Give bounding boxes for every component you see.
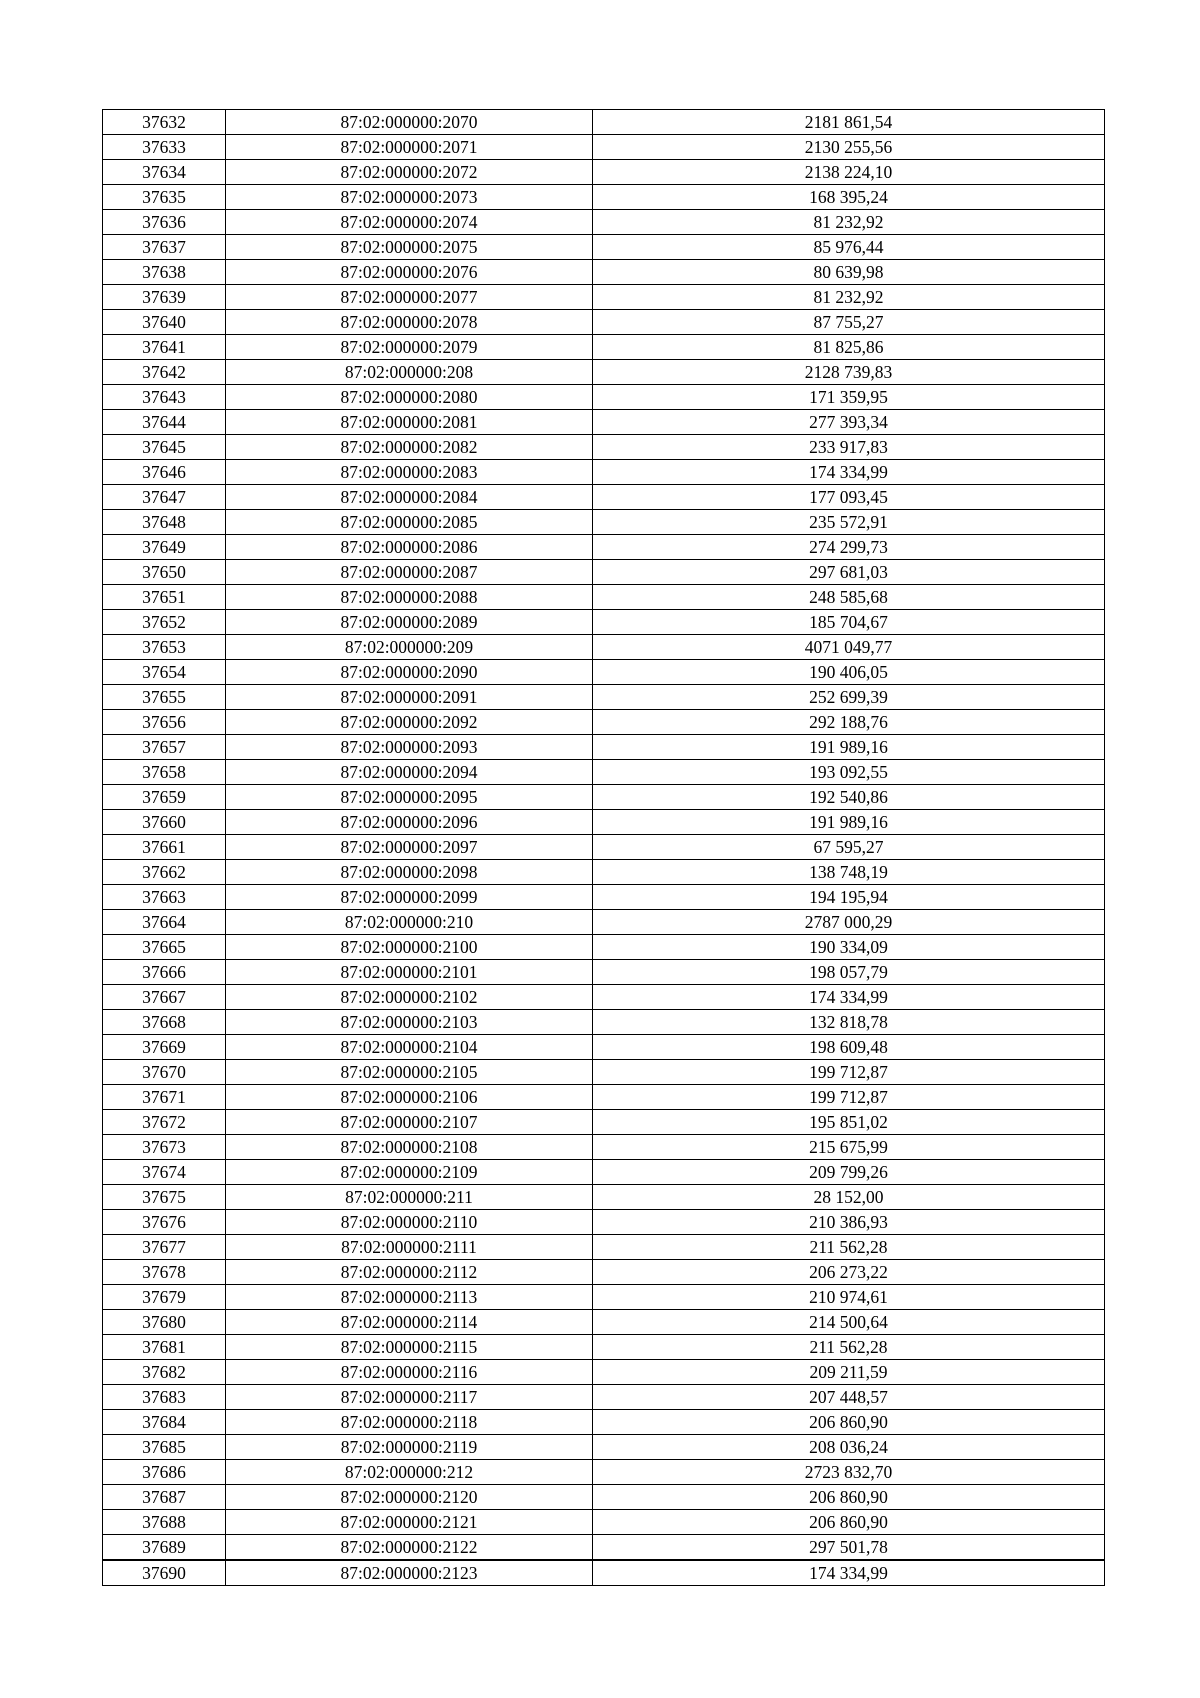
cadastral-value-cell: 207 448,57 <box>593 1385 1105 1410</box>
table-row <box>103 1060 1105 1085</box>
cadastral-number-cell: 87:02:000000:2073 <box>226 185 593 210</box>
row-number-cell: 37685 <box>103 1435 226 1460</box>
table-row <box>103 485 1105 510</box>
cadastral-value-cell: 194 195,94 <box>593 885 1105 910</box>
cadastral-number-cell: 87:02:000000:212 <box>226 1460 593 1485</box>
row-number-cell: 37670 <box>103 1060 226 1085</box>
cadastral-value-cell: 190 334,09 <box>593 935 1105 960</box>
cadastral-value-cell: 2787 000,29 <box>593 910 1105 935</box>
cadastral-number-cell: 87:02:000000:2086 <box>226 535 593 560</box>
cadastral-number-cell: 87:02:000000:211 <box>226 1185 593 1210</box>
row-number-cell: 37646 <box>103 460 226 485</box>
cadastral-value-cell: 191 989,16 <box>593 735 1105 760</box>
row-number-cell: 37667 <box>103 985 226 1010</box>
cadastral-value-cell: 195 851,02 <box>593 1110 1105 1135</box>
cadastral-value-cell: 252 699,39 <box>593 685 1105 710</box>
row-number-cell: 37668 <box>103 1010 226 1035</box>
table-row <box>103 1385 1105 1410</box>
row-number-cell: 37680 <box>103 1310 226 1335</box>
cadastral-value-table <box>102 109 1105 1586</box>
cadastral-number-cell: 87:02:000000:2108 <box>226 1135 593 1160</box>
cadastral-number-cell: 87:02:000000:2115 <box>226 1335 593 1360</box>
cadastral-number-cell: 87:02:000000:2112 <box>226 1260 593 1285</box>
table-row <box>103 885 1105 910</box>
table-row <box>103 160 1105 185</box>
table-row <box>103 1510 1105 1535</box>
cadastral-value-cell: 174 334,99 <box>593 1560 1105 1586</box>
cadastral-number-cell: 87:02:000000:2097 <box>226 835 593 860</box>
table-row <box>103 1210 1105 1235</box>
cadastral-number-cell: 87:02:000000:2102 <box>226 985 593 1010</box>
cadastral-value-cell: 277 393,34 <box>593 410 1105 435</box>
cadastral-number-cell: 87:02:000000:2075 <box>226 235 593 260</box>
table-row <box>103 1135 1105 1160</box>
cadastral-value-cell: 87 755,27 <box>593 310 1105 335</box>
cadastral-value-cell: 192 540,86 <box>593 785 1105 810</box>
cadastral-value-cell: 174 334,99 <box>593 985 1105 1010</box>
cadastral-number-cell: 87:02:000000:2076 <box>226 260 593 285</box>
cadastral-value-cell: 297 681,03 <box>593 560 1105 585</box>
cadastral-number-cell: 87:02:000000:2106 <box>226 1085 593 1110</box>
table-row <box>103 1235 1105 1260</box>
row-number-cell: 37644 <box>103 410 226 435</box>
table-row <box>103 1035 1105 1060</box>
cadastral-value-cell: 214 500,64 <box>593 1310 1105 1335</box>
table-row <box>103 435 1105 460</box>
table-row <box>103 760 1105 785</box>
cadastral-number-cell: 87:02:000000:2123 <box>226 1560 593 1586</box>
cadastral-number-cell: 87:02:000000:2093 <box>226 735 593 760</box>
cadastral-number-cell: 87:02:000000:2116 <box>226 1360 593 1385</box>
row-number-cell: 37653 <box>103 635 226 660</box>
cadastral-number-cell: 87:02:000000:2122 <box>226 1535 593 1561</box>
row-number-cell: 37648 <box>103 510 226 535</box>
table-row <box>103 1110 1105 1135</box>
row-number-cell: 37663 <box>103 885 226 910</box>
cadastral-number-cell: 87:02:000000:2109 <box>226 1160 593 1185</box>
table-row <box>103 460 1105 485</box>
cadastral-number-cell: 87:02:000000:209 <box>226 635 593 660</box>
row-number-cell: 37687 <box>103 1485 226 1510</box>
cadastral-value-cell: 199 712,87 <box>593 1085 1105 1110</box>
row-number-cell: 37684 <box>103 1410 226 1435</box>
cadastral-number-cell: 87:02:000000:2119 <box>226 1435 593 1460</box>
cadastral-number-cell: 87:02:000000:2118 <box>226 1410 593 1435</box>
row-number-cell: 37639 <box>103 285 226 310</box>
row-number-cell: 37652 <box>103 610 226 635</box>
row-number-cell: 37645 <box>103 435 226 460</box>
row-number-cell: 37634 <box>103 160 226 185</box>
row-number-cell: 37642 <box>103 360 226 385</box>
cadastral-value-cell: 177 093,45 <box>593 485 1105 510</box>
cadastral-number-cell: 87:02:000000:2092 <box>226 710 593 735</box>
table-row <box>103 335 1105 360</box>
cadastral-value-cell: 210 386,93 <box>593 1210 1105 1235</box>
table-row <box>103 1160 1105 1185</box>
row-number-cell: 37676 <box>103 1210 226 1235</box>
table-row <box>103 685 1105 710</box>
row-number-cell: 37690 <box>103 1560 226 1586</box>
table-row <box>103 1010 1105 1035</box>
cadastral-value-cell: 2723 832,70 <box>593 1460 1105 1485</box>
cadastral-number-cell: 87:02:000000:2078 <box>226 310 593 335</box>
cadastral-value-cell: 199 712,87 <box>593 1060 1105 1085</box>
table-row <box>103 285 1105 310</box>
table-row <box>103 960 1105 985</box>
cadastral-number-cell: 87:02:000000:2117 <box>226 1385 593 1410</box>
row-number-cell: 37632 <box>103 110 226 135</box>
table-row <box>103 510 1105 535</box>
table-row <box>103 1335 1105 1360</box>
cadastral-number-cell: 87:02:000000:2095 <box>226 785 593 810</box>
table-row <box>103 660 1105 685</box>
cadastral-number-cell: 87:02:000000:2111 <box>226 1235 593 1260</box>
row-number-cell: 37633 <box>103 135 226 160</box>
cadastral-number-cell: 87:02:000000:2101 <box>226 960 593 985</box>
cadastral-number-cell: 87:02:000000:2113 <box>226 1285 593 1310</box>
row-number-cell: 37678 <box>103 1260 226 1285</box>
table-row <box>103 1185 1105 1210</box>
cadastral-number-cell: 87:02:000000:2079 <box>226 335 593 360</box>
cadastral-number-cell: 87:02:000000:2105 <box>226 1060 593 1085</box>
table-row <box>103 1360 1105 1385</box>
cadastral-value-cell: 191 989,16 <box>593 810 1105 835</box>
table-row <box>103 585 1105 610</box>
cadastral-value-cell: 67 595,27 <box>593 835 1105 860</box>
cadastral-value-cell: 171 359,95 <box>593 385 1105 410</box>
cadastral-number-cell: 87:02:000000:2084 <box>226 485 593 510</box>
row-number-cell: 37665 <box>103 935 226 960</box>
cadastral-value-cell: 138 748,19 <box>593 860 1105 885</box>
table-row <box>103 410 1105 435</box>
table-row <box>103 835 1105 860</box>
row-number-cell: 37682 <box>103 1360 226 1385</box>
cadastral-value-cell: 2130 255,56 <box>593 135 1105 160</box>
cadastral-value-cell: 174 334,99 <box>593 460 1105 485</box>
row-number-cell: 37635 <box>103 185 226 210</box>
row-number-cell: 37641 <box>103 335 226 360</box>
cadastral-value-cell: 274 299,73 <box>593 535 1105 560</box>
row-number-cell: 37674 <box>103 1160 226 1185</box>
cadastral-number-cell: 87:02:000000:2071 <box>226 135 593 160</box>
table-row <box>103 860 1105 885</box>
row-number-cell: 37669 <box>103 1035 226 1060</box>
cadastral-number-cell: 87:02:000000:210 <box>226 910 593 935</box>
row-number-cell: 37672 <box>103 1110 226 1135</box>
cadastral-number-cell: 87:02:000000:2070 <box>226 110 593 135</box>
row-number-cell: 37656 <box>103 710 226 735</box>
table-row <box>103 1260 1105 1285</box>
row-number-cell: 37637 <box>103 235 226 260</box>
cadastral-number-cell: 87:02:000000:2096 <box>226 810 593 835</box>
table-row <box>103 1085 1105 1110</box>
table-row <box>103 210 1105 235</box>
table-row <box>103 235 1105 260</box>
row-number-cell: 37658 <box>103 760 226 785</box>
row-number-cell: 37657 <box>103 735 226 760</box>
cadastral-value-cell: 2138 224,10 <box>593 160 1105 185</box>
row-number-cell: 37688 <box>103 1510 226 1535</box>
cadastral-value-cell: 28 152,00 <box>593 1185 1105 1210</box>
row-number-cell: 37666 <box>103 960 226 985</box>
cadastral-number-cell: 87:02:000000:2120 <box>226 1485 593 1510</box>
cadastral-number-cell: 87:02:000000:2089 <box>226 610 593 635</box>
cadastral-value-cell: 210 974,61 <box>593 1285 1105 1310</box>
cadastral-number-cell: 87:02:000000:2087 <box>226 560 593 585</box>
cadastral-value-cell: 132 818,78 <box>593 1010 1105 1035</box>
cadastral-number-cell: 87:02:000000:2082 <box>226 435 593 460</box>
cadastral-value-cell: 81 825,86 <box>593 335 1105 360</box>
table-row <box>103 1485 1105 1510</box>
cadastral-number-cell: 87:02:000000:2090 <box>226 660 593 685</box>
cadastral-value-cell: 206 860,90 <box>593 1510 1105 1535</box>
table-row <box>103 1435 1105 1460</box>
row-number-cell: 37643 <box>103 385 226 410</box>
cadastral-value-cell: 248 585,68 <box>593 585 1105 610</box>
row-number-cell: 37647 <box>103 485 226 510</box>
row-number-cell: 37655 <box>103 685 226 710</box>
cadastral-number-cell: 87:02:000000:2085 <box>226 510 593 535</box>
cadastral-value-cell: 190 406,05 <box>593 660 1105 685</box>
table-row <box>103 260 1105 285</box>
row-number-cell: 37677 <box>103 1235 226 1260</box>
row-number-cell: 37660 <box>103 810 226 835</box>
cadastral-value-cell: 2181 861,54 <box>593 110 1105 135</box>
table-row <box>103 985 1105 1010</box>
row-number-cell: 37636 <box>103 210 226 235</box>
row-number-cell: 37662 <box>103 860 226 885</box>
row-number-cell: 37649 <box>103 535 226 560</box>
table-row <box>103 1560 1105 1586</box>
table-row <box>103 360 1105 385</box>
cadastral-number-cell: 87:02:000000:2103 <box>226 1010 593 1035</box>
table-row <box>103 385 1105 410</box>
table-row <box>103 935 1105 960</box>
cadastral-value-cell: 185 704,67 <box>593 610 1105 635</box>
table-row <box>103 135 1105 160</box>
cadastral-value-cell: 211 562,28 <box>593 1235 1105 1260</box>
table-row <box>103 635 1105 660</box>
cadastral-value-cell: 198 057,79 <box>593 960 1105 985</box>
table-row <box>103 560 1105 585</box>
cadastral-number-cell: 87:02:000000:2080 <box>226 385 593 410</box>
row-number-cell: 37654 <box>103 660 226 685</box>
row-number-cell: 37638 <box>103 260 226 285</box>
cadastral-value-cell: 208 036,24 <box>593 1435 1105 1460</box>
cadastral-number-cell: 87:02:000000:2098 <box>226 860 593 885</box>
cadastral-value-cell: 206 273,22 <box>593 1260 1105 1285</box>
row-number-cell: 37659 <box>103 785 226 810</box>
cadastral-number-cell: 87:02:000000:2110 <box>226 1210 593 1235</box>
table-row <box>103 1285 1105 1310</box>
cadastral-number-cell: 87:02:000000:2072 <box>226 160 593 185</box>
table-row <box>103 785 1105 810</box>
row-number-cell: 37681 <box>103 1335 226 1360</box>
cadastral-value-cell: 198 609,48 <box>593 1035 1105 1060</box>
cadastral-value-cell: 211 562,28 <box>593 1335 1105 1360</box>
table-row <box>103 610 1105 635</box>
table-row <box>103 1410 1105 1435</box>
cadastral-value-cell: 206 860,90 <box>593 1485 1105 1510</box>
cadastral-number-cell: 87:02:000000:2081 <box>226 410 593 435</box>
cadastral-number-cell: 87:02:000000:2094 <box>226 760 593 785</box>
cadastral-value-cell: 80 639,98 <box>593 260 1105 285</box>
row-number-cell: 37651 <box>103 585 226 610</box>
cadastral-value-cell: 297 501,78 <box>593 1535 1105 1561</box>
cadastral-number-cell: 87:02:000000:2083 <box>226 460 593 485</box>
cadastral-value-cell: 81 232,92 <box>593 210 1105 235</box>
row-number-cell: 37675 <box>103 1185 226 1210</box>
table-row <box>103 110 1105 135</box>
table-row <box>103 710 1105 735</box>
cadastral-number-cell: 87:02:000000:2100 <box>226 935 593 960</box>
row-number-cell: 37650 <box>103 560 226 585</box>
cadastral-number-cell: 87:02:000000:2104 <box>226 1035 593 1060</box>
cadastral-value-cell: 168 395,24 <box>593 185 1105 210</box>
row-number-cell: 37640 <box>103 310 226 335</box>
cadastral-number-cell: 87:02:000000:2121 <box>226 1510 593 1535</box>
row-number-cell: 37673 <box>103 1135 226 1160</box>
row-number-cell: 37689 <box>103 1535 226 1561</box>
table-row <box>103 310 1105 335</box>
cadastral-number-cell: 87:02:000000:2088 <box>226 585 593 610</box>
cadastral-value-cell: 193 092,55 <box>593 760 1105 785</box>
cadastral-value-cell: 292 188,76 <box>593 710 1105 735</box>
table-row <box>103 185 1105 210</box>
table-row <box>103 535 1105 560</box>
table-row <box>103 1460 1105 1485</box>
row-number-cell: 37671 <box>103 1085 226 1110</box>
cadastral-value-cell: 209 799,26 <box>593 1160 1105 1185</box>
row-number-cell: 37664 <box>103 910 226 935</box>
row-number-cell: 37686 <box>103 1460 226 1485</box>
cadastral-value-cell: 235 572,91 <box>593 510 1105 535</box>
cadastral-value-cell: 233 917,83 <box>593 435 1105 460</box>
table-row <box>103 1310 1105 1335</box>
cadastral-value-cell: 2128 739,83 <box>593 360 1105 385</box>
cadastral-number-cell: 87:02:000000:2114 <box>226 1310 593 1335</box>
cadastral-number-cell: 87:02:000000:2107 <box>226 1110 593 1135</box>
row-number-cell: 37661 <box>103 835 226 860</box>
cadastral-value-cell: 4071 049,77 <box>593 635 1105 660</box>
row-number-cell: 37683 <box>103 1385 226 1410</box>
cadastral-value-cell: 81 232,92 <box>593 285 1105 310</box>
cadastral-number-cell: 87:02:000000:2091 <box>226 685 593 710</box>
table-body <box>103 110 1105 1586</box>
cadastral-value-cell: 215 675,99 <box>593 1135 1105 1160</box>
table-row <box>103 810 1105 835</box>
cadastral-number-cell: 87:02:000000:2099 <box>226 885 593 910</box>
cadastral-value-cell: 206 860,90 <box>593 1410 1105 1435</box>
cadastral-number-cell: 87:02:000000:2074 <box>226 210 593 235</box>
table-row <box>103 910 1105 935</box>
cadastral-value-cell: 209 211,59 <box>593 1360 1105 1385</box>
table-row <box>103 1535 1105 1561</box>
cadastral-value-cell: 85 976,44 <box>593 235 1105 260</box>
cadastral-number-cell: 87:02:000000:208 <box>226 360 593 385</box>
row-number-cell: 37679 <box>103 1285 226 1310</box>
cadastral-number-cell: 87:02:000000:2077 <box>226 285 593 310</box>
table-row <box>103 735 1105 760</box>
